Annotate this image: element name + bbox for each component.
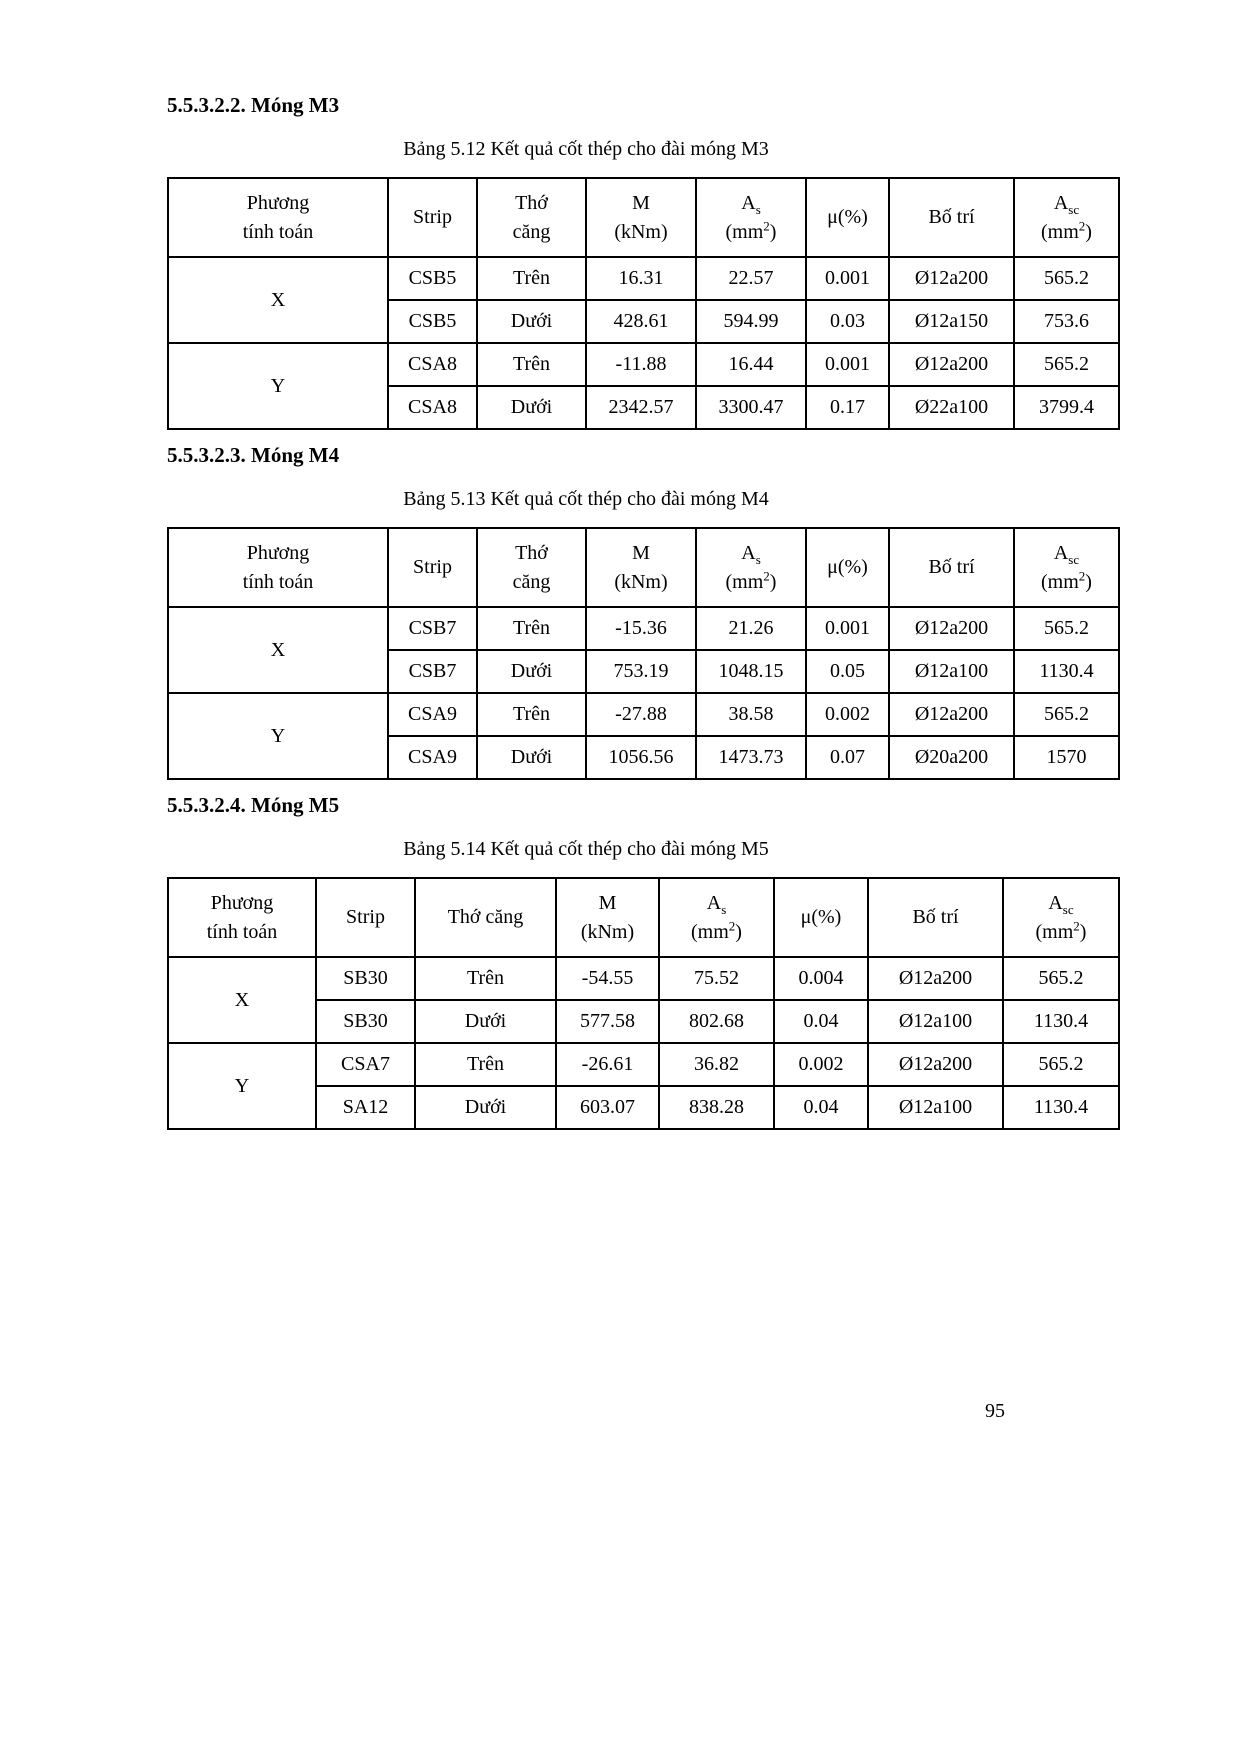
area-s-cell: 38.58 xyxy=(696,693,806,736)
area-sc-cell: 565.2 xyxy=(1003,1043,1119,1086)
layout-cell: Ø12a200 xyxy=(889,257,1014,300)
area-s-cell: 3300.47 xyxy=(696,386,806,429)
strip-cell: CSA9 xyxy=(388,736,477,779)
mu-cell: 0.001 xyxy=(806,607,889,650)
rebar-table xyxy=(167,527,1120,780)
strip-cell: CSA8 xyxy=(388,343,477,386)
moment-cell: 2342.57 xyxy=(586,386,696,429)
area-s-cell: 802.68 xyxy=(659,1000,774,1043)
table-caption: Bảng 5.13 Kết quả cốt thép cho đài móng M4 xyxy=(403,488,769,510)
area-s-cell: 22.57 xyxy=(696,257,806,300)
header-area-s: $A_s$ $(mm^2)$ xyxy=(696,528,806,607)
moment-cell: 577.58 xyxy=(556,1000,659,1043)
area-s-cell: 1048.15 xyxy=(696,650,806,693)
layout-cell: Ø20a200 xyxy=(889,736,1014,779)
table-row xyxy=(168,343,1119,386)
mu-cell: 0.17 xyxy=(806,386,889,429)
direction-cell: X xyxy=(168,257,388,343)
header-mu: μ(%) xyxy=(806,178,889,257)
rebar-table-m5 xyxy=(167,877,1123,1130)
table-row xyxy=(168,957,1119,1000)
mu-cell: 0.001 xyxy=(806,343,889,386)
fiber-cell: Trên xyxy=(415,1043,556,1086)
area-sc-cell: 1130.4 xyxy=(1003,1000,1119,1043)
header-area-sc: $A_{sc}$ $(mm^2)$ xyxy=(1014,178,1119,257)
header-fiber: Thớ căng xyxy=(415,878,556,957)
header-strip: Strip xyxy=(388,178,477,257)
header-fiber: Thớ căng xyxy=(477,528,586,607)
layout-cell: Ø12a200 xyxy=(868,957,1003,1000)
area-sc-cell: 565.2 xyxy=(1014,607,1119,650)
table-row xyxy=(168,257,1119,300)
fiber-cell: Trên xyxy=(477,343,586,386)
header-mu: μ(%) xyxy=(774,878,868,957)
layout-cell: Ø12a150 xyxy=(889,300,1014,343)
mu-cell: 0.004 xyxy=(774,957,868,1000)
moment-cell: -15.36 xyxy=(586,607,696,650)
mu-cell: 0.002 xyxy=(806,693,889,736)
area-s-cell: 838.28 xyxy=(659,1086,774,1129)
section-heading: 5.5.3.2.4. Móng M5 xyxy=(167,793,340,817)
strip-cell: SB30 xyxy=(316,1000,415,1043)
header-area-s: $A_s$ $(mm^2)$ xyxy=(696,178,806,257)
mu-cell: 0.05 xyxy=(806,650,889,693)
mu-cell: 0.001 xyxy=(806,257,889,300)
header-strip: Strip xyxy=(316,878,415,957)
fiber-cell: Trên xyxy=(477,693,586,736)
strip-cell: CSA9 xyxy=(388,693,477,736)
moment-cell: -27.88 xyxy=(586,693,696,736)
header-direction: Phương tính toán xyxy=(168,878,316,957)
moment-cell: 16.31 xyxy=(586,257,696,300)
header-direction: Phương tính toán xyxy=(168,178,388,257)
strip-cell: CSA8 xyxy=(388,386,477,429)
area-s-cell: 16.44 xyxy=(696,343,806,386)
layout-cell: Ø12a200 xyxy=(889,343,1014,386)
table-row xyxy=(168,607,1119,650)
header-area-sc: $A_{sc}$ $(mm^2)$ xyxy=(1014,528,1119,607)
mu-cell: 0.03 xyxy=(806,300,889,343)
header-layout: Bố trí xyxy=(868,878,1003,957)
fiber-cell: Trên xyxy=(415,957,556,1000)
area-s-cell: 21.26 xyxy=(696,607,806,650)
direction-cell: Y xyxy=(168,343,388,429)
area-sc-cell: 565.2 xyxy=(1014,693,1119,736)
header-moment: M (kNm) xyxy=(586,528,696,607)
area-sc-cell: 1130.4 xyxy=(1014,650,1119,693)
area-s-cell: 594.99 xyxy=(696,300,806,343)
fiber-cell: Dưới xyxy=(477,736,586,779)
area-s-cell: 75.52 xyxy=(659,957,774,1000)
layout-cell: Ø12a100 xyxy=(868,1086,1003,1129)
header-area-s: $A_s$ $(mm^2)$ xyxy=(659,878,774,957)
strip-cell: CSB7 xyxy=(388,607,477,650)
area-s-cell: 36.82 xyxy=(659,1043,774,1086)
table-caption: Bảng 5.14 Kết quả cốt thép cho đài móng M5 xyxy=(403,838,769,860)
area-sc-cell: 565.2 xyxy=(1003,957,1119,1000)
table-row xyxy=(168,693,1119,736)
direction-cell: Y xyxy=(168,1043,316,1129)
layout-cell: Ø12a100 xyxy=(889,650,1014,693)
header-layout: Bố trí xyxy=(889,178,1014,257)
area-sc-cell: 753.6 xyxy=(1014,300,1119,343)
strip-cell: SA12 xyxy=(316,1086,415,1129)
section-mong-m5 xyxy=(167,790,1123,1130)
moment-cell: -26.61 xyxy=(556,1043,659,1086)
fiber-cell: Dưới xyxy=(415,1086,556,1129)
header-moment: M (kNm) xyxy=(556,878,659,957)
mu-cell: 0.04 xyxy=(774,1000,868,1043)
section-heading: 5.5.3.2.3. Móng M4 xyxy=(167,443,340,467)
moment-cell: 1056.56 xyxy=(586,736,696,779)
section-mong-m4 xyxy=(167,440,1123,780)
layout-cell: Ø12a200 xyxy=(889,607,1014,650)
direction-cell: Y xyxy=(168,693,388,779)
mu-cell: 0.04 xyxy=(774,1086,868,1129)
area-sc-cell: 565.2 xyxy=(1014,257,1119,300)
mu-cell: 0.07 xyxy=(806,736,889,779)
fiber-cell: Trên xyxy=(477,257,586,300)
area-sc-cell: 3799.4 xyxy=(1014,386,1119,429)
fiber-cell: Dưới xyxy=(477,300,586,343)
layout-cell: Ø12a200 xyxy=(868,1043,1003,1086)
fiber-cell: Trên xyxy=(477,607,586,650)
area-s-cell: 1473.73 xyxy=(696,736,806,779)
header-mu: μ(%) xyxy=(806,528,889,607)
moment-cell: 753.19 xyxy=(586,650,696,693)
rebar-table xyxy=(167,877,1120,1130)
area-sc-cell: 565.2 xyxy=(1014,343,1119,386)
table-row xyxy=(168,1043,1119,1086)
moment-cell: 603.07 xyxy=(556,1086,659,1129)
strip-cell: CSA7 xyxy=(316,1043,415,1086)
area-sc-cell: 1130.4 xyxy=(1003,1086,1119,1129)
direction-cell: X xyxy=(168,957,316,1043)
moment-cell: -11.88 xyxy=(586,343,696,386)
header-fiber: Thớ căng xyxy=(477,178,586,257)
header-layout: Bố trí xyxy=(889,528,1014,607)
strip-cell: CSB5 xyxy=(388,257,477,300)
header-direction: Phương tính toán xyxy=(168,528,388,607)
strip-cell: CSB5 xyxy=(388,300,477,343)
strip-cell: CSB7 xyxy=(388,650,477,693)
header-area-sc: $A_{sc}$ $(mm^2)$ xyxy=(1003,878,1119,957)
rebar-table-m4 xyxy=(167,527,1123,780)
mu-cell: 0.002 xyxy=(774,1043,868,1086)
table-caption: Bảng 5.12 Kết quả cốt thép cho đài móng M3 xyxy=(403,138,769,160)
moment-cell: -54.55 xyxy=(556,957,659,1000)
rebar-table xyxy=(167,177,1120,430)
layout-cell: Ø12a200 xyxy=(889,693,1014,736)
header-moment: M (kNm) xyxy=(586,178,696,257)
layout-cell: Ø22a100 xyxy=(889,386,1014,429)
moment-cell: 428.61 xyxy=(586,300,696,343)
strip-cell: SB30 xyxy=(316,957,415,1000)
page-number: 95 xyxy=(985,1400,1005,1422)
section-mong-m3 xyxy=(167,90,1123,430)
header-strip: Strip xyxy=(388,528,477,607)
section-heading: 5.5.3.2.2. Móng M3 xyxy=(167,93,340,117)
direction-cell: X xyxy=(168,607,388,693)
area-sc-cell: 1570 xyxy=(1014,736,1119,779)
layout-cell: Ø12a100 xyxy=(868,1000,1003,1043)
rebar-table-m3 xyxy=(167,177,1123,430)
fiber-cell: Dưới xyxy=(477,650,586,693)
fiber-cell: Dưới xyxy=(415,1000,556,1043)
fiber-cell: Dưới xyxy=(477,386,586,429)
